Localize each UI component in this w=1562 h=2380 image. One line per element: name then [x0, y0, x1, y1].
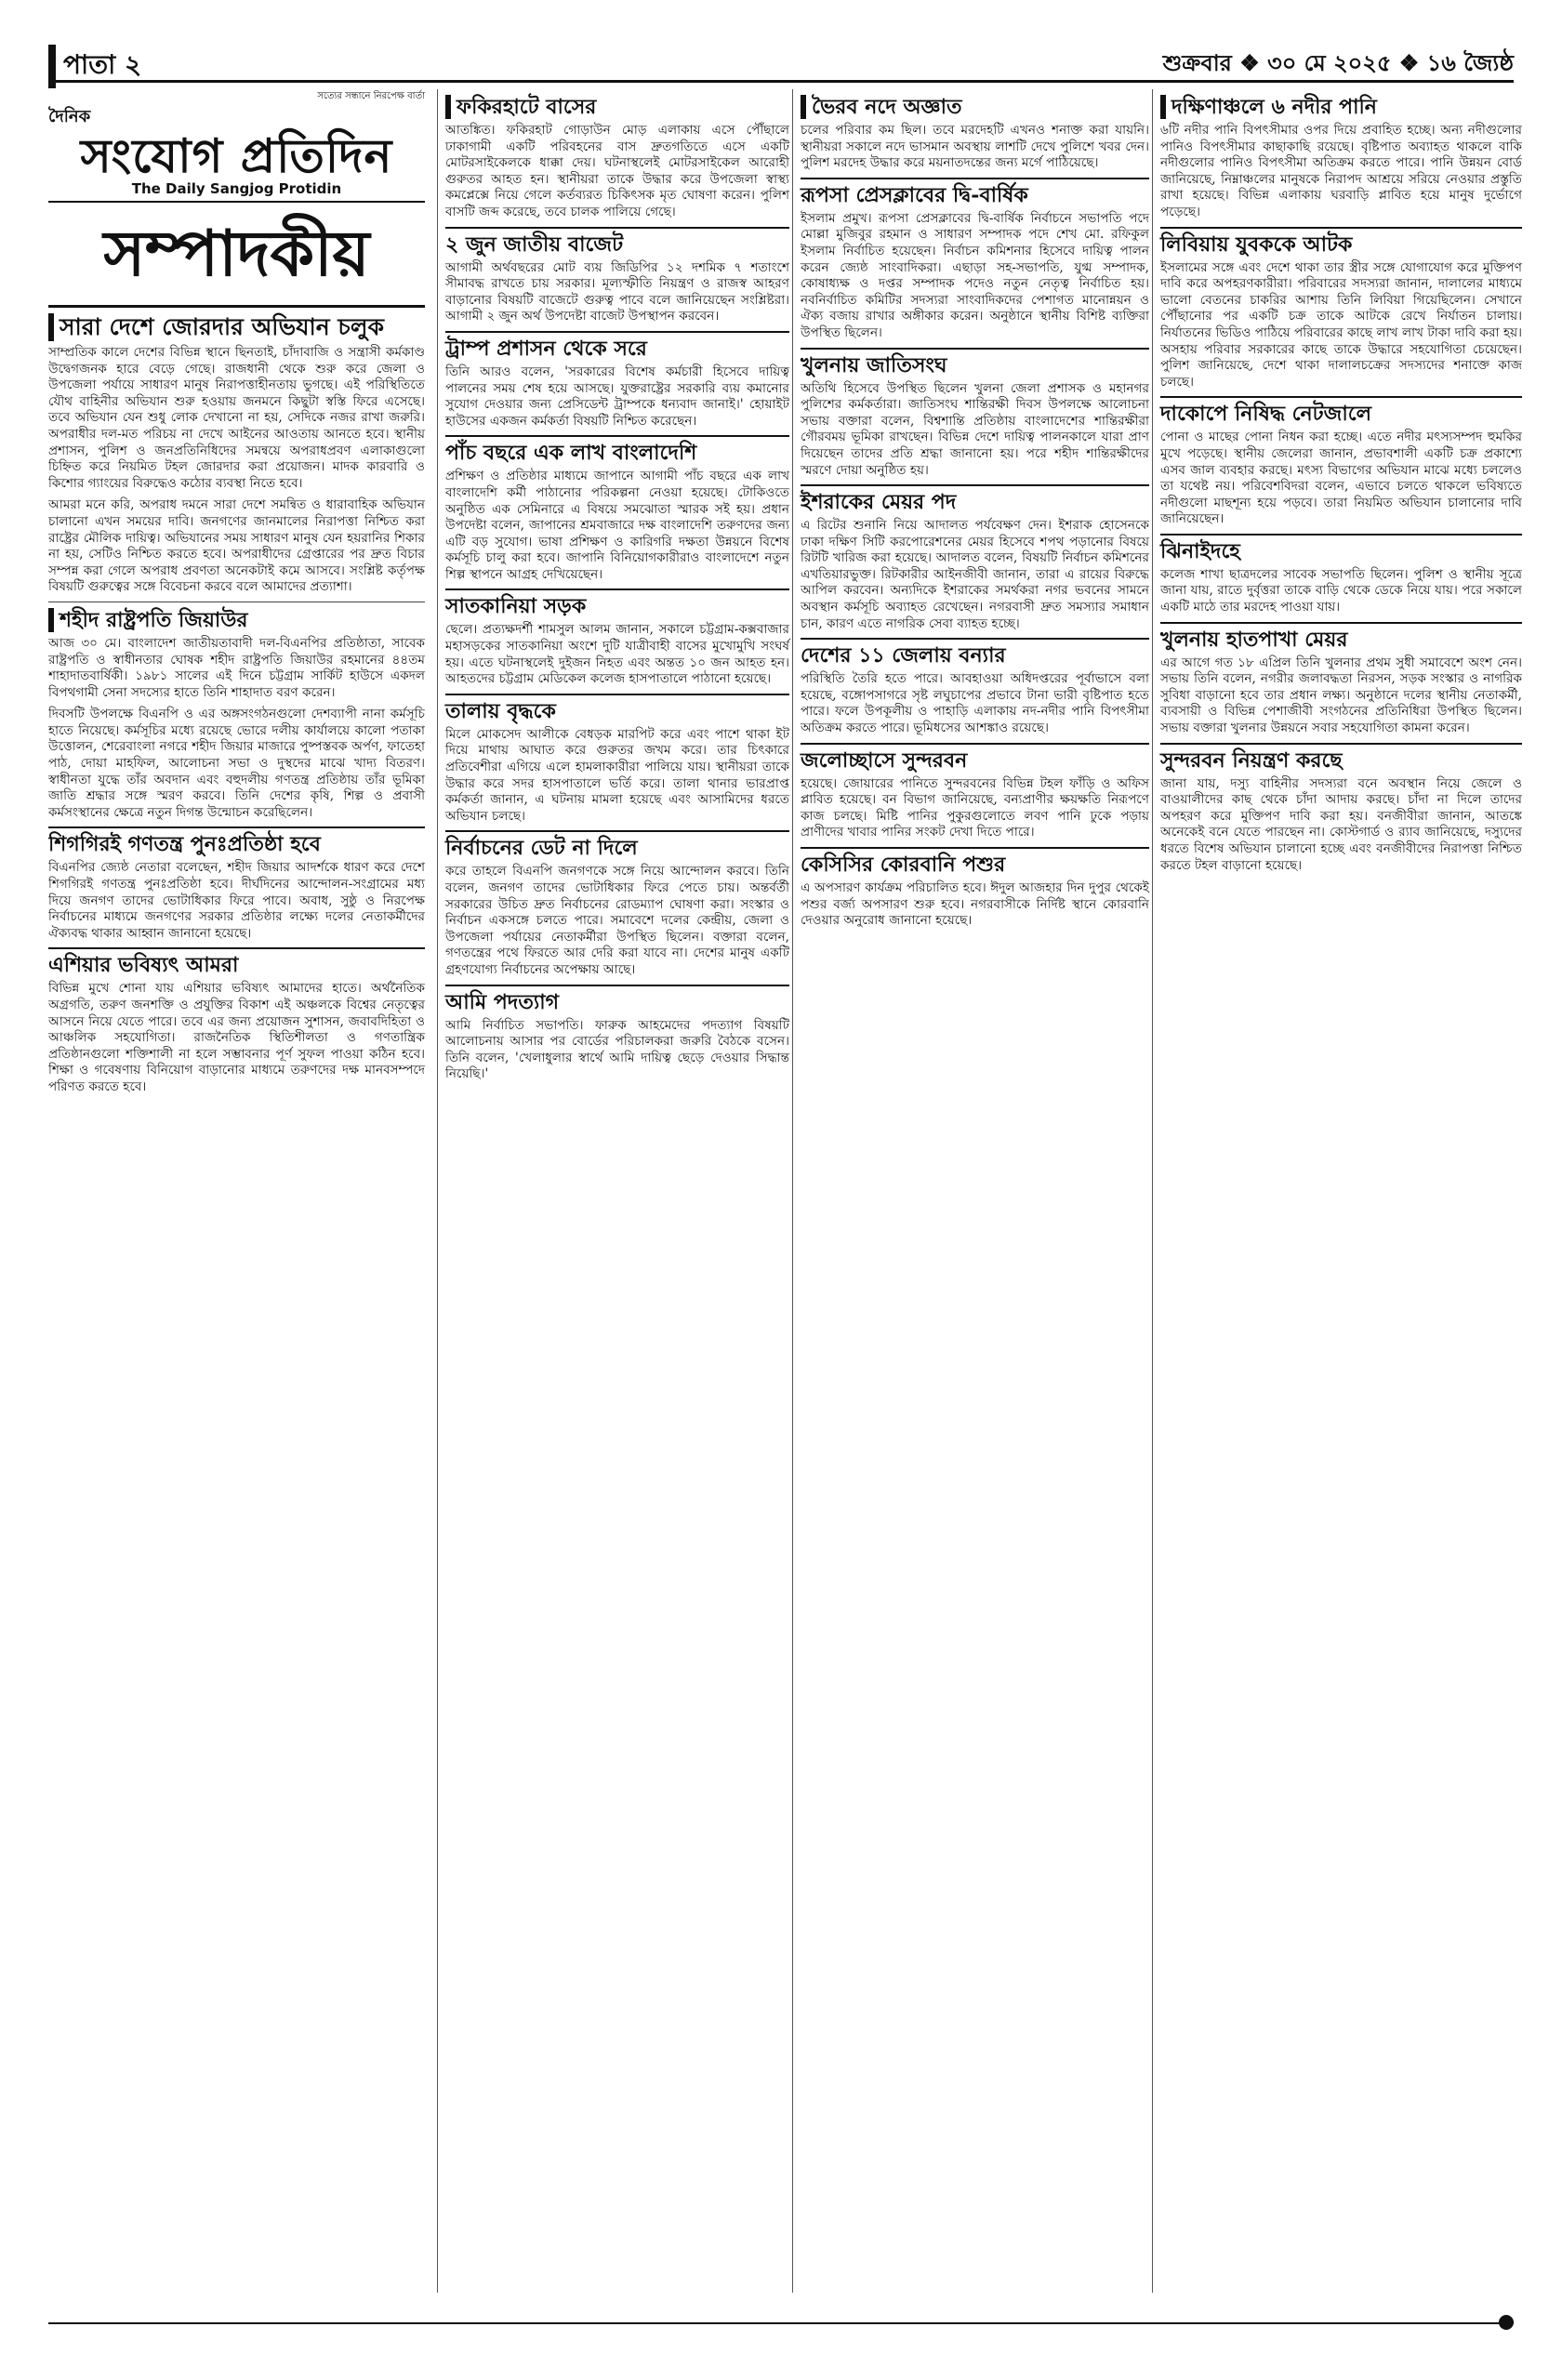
article-headline: রূপসা প্রেসক্লাবের দ্বি-বার্ষিক [801, 178, 1149, 207]
article-paragraph: বিএনপির জ্যেষ্ঠ নেতারা বলেছেন, শহীদ জিয়ার আদর্শকে ধারণ করে দেশে শিগগিরই গণতন্ত্র পুনঃপ্রতিষ্ঠা হবে। দীর্ঘদিনের আন্দোলন-সংগ্রামের মধ্য দিয়ে জনগণ তাদের ভোটাধিকার ফিরে পাবে। অবাধ, সুষ্ঠু ও নিরপেক্ষ নির্বাচনের মাধ্যমে জনগণের সরকার প্রতিষ্ঠার লক্ষ্যে দলের নেতাকর্মীদের ঐক্যবদ্ধ থাকার আহ্বান জানানো হয়েছে। [48, 860, 425, 941]
article-headline: ২ জুন জাতীয় বাজেট [445, 227, 789, 257]
newspaper-page [48, 41, 1522, 2347]
article-headline: নির্বাচনের ডেট না দিলে [445, 830, 789, 860]
article-headline: জলোচ্ছাসে সুন্দরবন [801, 743, 1149, 773]
article-paragraph: অতিথি হিসেবে উপস্থিত ছিলেন খুলনা জেলা প্রশাসক ও মহানগর পুলিশের কর্মকর্তারা। জাতিসংঘ শান্তিরক্ষী দিবস উপলক্ষে আলোচনা সভায় বক্তারা বলেন, বিশ্বশান্তি প্রতিষ্ঠায় বাংলাদেশের শান্তিরক্ষীরা গৌরবময় ভূমিকা রাখছেন। বিভিন্ন দেশে দায়িত্ব পালনকালে যারা প্রাণ দিয়েছেন তাদের প্রতি শ্রদ্ধা জানানো হয়। পরে শহীদ শান্তিরক্ষীদের স্মরণে দোয়া অনুষ্ঠিত হয়। [801, 380, 1149, 478]
page-number: পাতা ২ [48, 45, 141, 88]
article-headline: সাতকানিয়া সড়ক [445, 588, 789, 618]
newspaper-name: সংযোগ প্রতিদিন [80, 128, 393, 183]
editorial-label: সম্পাদকীয় [48, 203, 425, 308]
article-headline: শিগগিরই গণতন্ত্র পুনঃপ্রতিষ্ঠা হবে [48, 826, 425, 856]
article-paragraph: হয়েছে। জোয়ারের পানিতে সুন্দরবনের বিভিন্ন টহল ফাঁড়ি ও অফিস প্লাবিত হয়েছে। বন বিভাগ জানিয়েছে, বন্যপ্রাণীর ক্ষয়ক্ষতি নিরূপণে কাজ চলছে। মিষ্টি পানির পুকুরগুলোতে লবণ পানি ঢুকে পড়ায় প্রাণীদের খাবার পানির সংকট দেখা দিতে পারে। [801, 775, 1149, 840]
newspaper-name-en: The Daily Sangjog Protidin [131, 180, 342, 197]
article-paragraph: বিভিন্ন মুখে শোনা যায় এশিয়ার ভবিষ্যৎ আমাদের হাতে। অর্থনৈতিক অগ্রগতি, তরুণ জনশক্তি ও প্রযুক্তির বিকাশ এই অঞ্চলকে বিশ্বের নেতৃত্বের আসনে নিয়ে যেতে পারে। তবে এর জন্য প্রয়োজন সুশাসন, জবাবদিহিতা ও আঞ্চলিক সহযোগিতা। রাজনৈতিক স্থিতিশীলতা ও গণতান্ত্রিক প্রতিষ্ঠানগুলো শক্তিশালী না হলে সম্ভাবনার পূর্ণ সুফল পাওয়া কঠিন হবে। শিক্ষা ও গবেষণায় বিনিয়োগ বাড়ানোর মাধ্যমে তরুণদের দক্ষ মানবসম্পদে পরিণত করতে হবে। [48, 981, 425, 1094]
article-paragraph: আমি নির্বাচিত সভাপতি। ফারুক আহমেদের পদত্যাগ বিষয়টি আলোচনায় আসার পর বোর্ডের পরিচালকরা জরুরি বৈঠকে বসেন। তিনি বলেন, 'খেলাধুলার স্বার্থে আমি দায়িত্ব ছেড়ে দেওয়ার সিদ্ধান্ত নিয়েছি।' [445, 1017, 789, 1082]
article-headline: লিবিয়ায় যুবককে আটক [1160, 227, 1522, 257]
article-headline: এশিয়ার ভবিষ্যৎ আমরা [48, 947, 425, 977]
page-footer [48, 2315, 1514, 2332]
article-headline: আমি পদত্যাগ [445, 985, 789, 1014]
article-headline: ইশরাকের মেয়র পদ [801, 484, 1149, 514]
article-paragraph: ইসলাম প্রমুখ। রূপসা প্রেসক্লাবের দ্বি-বার্ষিক নির্বাচনে সভাপতি পদে মোল্লা মুজিবুর রহমান ও সাধারণ সম্পাদক পদে শেখ মো. রফিকুল ইসলাম নির্বাচিত হয়েছেন। নির্বাচন কমিশনার হিসেবে দায়িত্ব পালন করেন জ্যেষ্ঠ সাংবাদিকরা। এছাড়া সহ-সভাপতি, যুগ্ম সম্পাদক, কোষাধ্যক্ষ ও দপ্তর সম্পাদক পদেও নতুন নেতৃত্ব নির্বাচিত হয়। নবনির্বাচিত কমিটির সদস্যরা সাংবাদিকদের পেশাগত মানোন্নয়ন ও ঐক্য বজায় রাখার অঙ্গীকার করেন। অনুষ্ঠানে স্থানীয় বিশিষ্ট ব্যক্তিরা উপস্থিত ছিলেন। [801, 210, 1149, 340]
article-headline: খুলনায় হাতপাখা মেয়র [1160, 622, 1522, 652]
article-paragraph: এর আগে গত ১৮ এপ্রিল তিনি খুলনার প্রথম সুধী সমাবেশে অংশ নেন। সভায় তিনি বলেন, নগরীর জলাবদ্ধতা নিরসন, সড়ক সংস্কার ও নাগরিক সুবিধা বাড়ানো হবে তার প্রধান লক্ষ্য। অনুষ্ঠানে দলের স্থানীয় নেতাকর্মী, ব্যবসায়ী ও বিভিন্ন পেশাজীবী সংগঠনের প্রতিনিধিরা উপস্থিত ছিলেন। সভায় বক্তারা খুলনার উন্নয়নে সবার সহযোগিতা কামনা করেন। [1160, 654, 1522, 736]
article-paragraph: এ অপসারণ কার্যক্রম পরিচালিত হবে। ঈদুল আজহার দিন দুপুর থেকেই পশুর বর্জ্য অপসারণ শুরু হবে। নগরবাসীকে নির্দিষ্ট স্থানে কোরবানি দেওয়ার অনুরোধ জানানো হয়েছে। [801, 880, 1149, 929]
article-paragraph: পরিস্থিতি তৈরি হতে পারে। আবহাওয়া অধিদপ্তরের পূর্বাভাসে বলা হয়েছে, বঙ্গোপসাগরে সৃষ্ট লঘুচাপের প্রভাবে টানা ভারী বৃষ্টিপাত হতে পারে। ফলে উপকূলীয় ও পাহাড়ি এলাকায় নদ-নদীর পানি বিপৎসীমা অতিক্রম করতে পারে। ভূমিধসের আশঙ্কাও রয়েছে। [801, 671, 1149, 736]
footer-dot-icon [1499, 2315, 1514, 2330]
article-paragraph: পোনা ও মাছের পোনা নিধন করা হচ্ছে। এতে নদীর মৎস্যসম্পদ হুমকির মুখে পড়েছে। স্থানীয় জেলেরা জানান, প্রভাবশালী একটি চক্র প্রকাশ্যে এসব জাল ব্যবহার করছে। মৎস্য বিভাগের অভিযান মাঝে মধ্যে চললেও তা যথেষ্ট নয়। পরিবেশবিদরা বলেন, এভাবে চলতে থাকলে ভবিষ্যতে নদীগুলো মাছশূন্য হয়ে পড়বে। তারা নিয়মিত অভিযান চালানোর দাবি জানিয়েছেন। [1160, 430, 1522, 527]
columns [48, 89, 1522, 2293]
article-headline: তালায় বৃদ্ধকে [445, 694, 789, 723]
editorial-paragraph: আমরা মনে করি, অপরাধ দমনে সারা দেশে সমন্বিত ও ধারাবাহিক অভিযান চালানো এখন সময়ের দাবি। জনগণের জানমালের নিরাপত্তা নিশ্চিত করা রাষ্ট্রের মৌলিক দায়িত্ব। অভিযানের সময় সাধারণ মানুষ যেন হয়রানির শিকার না হয়, সেটিও নিশ্চিত করতে হবে। অপরাধীদের গ্রেপ্তারের পর দ্রুত বিচার সম্পন্ন করা গেলে অপরাধ প্রবণতা অনেকটাই কমে আসবে। সংশ্লিষ্ট কর্তৃপক্ষ বিষয়টি গুরুত্বের সঙ্গে বিবেচনা করবে বলে আমাদের প্রত্যাশা। [48, 497, 425, 595]
footer-rule [48, 2322, 1514, 2324]
article-headline: ঝিনাইদহে [1160, 534, 1522, 563]
article-paragraph: আতঙ্কিত। ফকিরহাট গোড়াউন মোড় এলাকায় এসে পৌঁছালে ঢাকাগামী একটি পরিবহনের বাস দ্রুতগতিতে এসে একটি মোটরসাইকেলকে ধাক্কা দেয়। ঘটনাস্থলেই মোটরসাইকেল আরোহী গুরুতর আহত হন। স্থানীয়রা তাকে উদ্ধার করে উপজেলা স্বাস্থ্য কমপ্লেক্সে নিয়ে গেলে কর্তব্যরত চিকিৎসক মৃত ঘোষণা করেন। পুলিশ বাসটি জব্দ করেছে, তবে চালক পালিয়ে গেছে। [445, 123, 789, 219]
article-headline: খুলনায় জাতিসংঘ [801, 348, 1149, 377]
article-paragraph: জানা যায়, দস্যু বাহিনীর সদস্যরা বনে অবস্থান নিয়ে জেলে ও বাওয়ালীদের কাছ থেকে চাঁদা আদায় করছে। চাঁদা না দিলে তাদের অপহরণ করে মুক্তিপণ দাবি করা হয়। বনজীবীরা জানান, আতঙ্কে অনেকেই বনে যেতে পারছেন না। কোস্টগার্ড ও র‌্যাব জানিয়েছে, দস্যুদের ধরতে বিশেষ অভিযান চালানো হচ্ছে এবং বনজীবীদের নিরাপত্তা নিশ্চিত করতে টহল বাড়ানো হয়েছে। [1160, 775, 1522, 873]
article-paragraph: দিবসটি উপলক্ষে বিএনপি ও এর অঙ্গসংগঠনগুলো দেশব্যাপী নানা কর্মসূচি হাতে নিয়েছে। কর্মসূচির মধ্যে রয়েছে ভোরে দলীয় কার্যালয়ে কালো পতাকা উত্তোলন, শেরেবাংলা নগরে শহীদ জিয়ার মাজারে পুষ্পস্তবক অর্পণ, ফাতেহা পাঠ, দোয়া মাহফিল, আলোচনা সভা ও দুস্থদের মাঝে খাদ্য বিতরণ। স্বাধীনতা যুদ্ধে তাঁর অবদান এবং বহুদলীয় গণতন্ত্র প্রতিষ্ঠায় তাঁর ভূমিকা জাতি শ্রদ্ধার সঙ্গে স্মরণ করবে। তিনি দেশের কৃষি, শিল্প ও প্রবাসী কর্মসংস্থানের ক্ষেত্রে নতুন দিগন্ত উন্মোচন করেছিলেন। [48, 707, 425, 820]
column-4 [1152, 89, 1522, 2293]
article-headline: দাকোপে নিষিদ্ধ নেটজালে [1160, 396, 1522, 426]
article-headline: ভৈরব নদে অজ্ঞাত [801, 95, 1149, 119]
article-headline: দক্ষিণাঞ্চলে ৬ নদীর পানি [1160, 95, 1522, 119]
masthead-dainik: দৈনিক [48, 107, 91, 126]
dateline: শুক্রবার ❖ ৩০ মে ২০২৫ ❖ ১৬ জ্যৈষ্ঠ [1162, 49, 1514, 76]
article-headline: শহীদ রাষ্ট্রপতি জিয়াউর [48, 608, 425, 632]
editorial-paragraph: সাম্প্রতিক কালে দেশের বিভিন্ন স্থানে ছিনতাই, চাঁদাবাজি ও সন্ত্রাসী কর্মকাণ্ড উদ্বেগজনক হারে বেড়ে গেছে। রাজধানী থেকে শুরু করে জেলা ও উপজেলা পর্যায়ে সাধারণ মানুষ নিরাপত্তাহীনতায় ভুগছে। এই পরিস্থিতিতে যৌথ বাহিনীর অভিযান শুরু হওয়ায় জনমনে কিছুটা স্বস্তি ফিরে এসেছে। তবে অভিযান যেন শুধু লোক দেখানো না হয়, সেদিকে নজর রাখা জরুরি। অপরাধীর দল-মত পরিচয় না দেখে আইনের আওতায় আনতে হবে। স্থানীয় প্রশাসন, পুলিশ ও জনপ্রতিনিধিদের সমন্বয়ে অপরাধপ্রবণ এলাকাগুলো চিহ্নিত করে নিয়মিত টহল জোরদার করা প্রয়োজন। মাদক কারবারি ও কিশোর গ্যাংয়ের বিরুদ্ধেও কঠোর ব্যবস্থা নিতে হবে। [48, 345, 425, 491]
article-paragraph: করে তাহলে বিএনপি জনগণকে সঙ্গে নিয়ে আন্দোলন করবে। তিনি বলেন, জনগণ তাদের ভোটাধিকার ফিরে পেতে চায়। অন্তর্বর্তী সরকারের উচিত দ্রুত নির্বাচনের রোডম্যাপ ঘোষণা করা। সংস্কার ও নির্বাচন একসঙ্গে চলতে পারে। সমাবেশে দলের কেন্দ্রীয়, জেলা ও উপজেলা পর্যায়ের নেতাকর্মীরা উপস্থিত ছিলেন। বক্তারা বলেন, গণতন্ত্রের পথে ফিরতে আর দেরি করা যাবে না। দেশের মানুষ একটি গ্রহণযোগ্য নির্বাচনের অপেক্ষায় আছে। [445, 864, 789, 977]
article-paragraph: ৬টি নদীর পানি বিপৎসীমার ওপর দিয়ে প্রবাহিত হচ্ছে। অন্য নদীগুলোর পানিও বিপৎসীমার কাছাকাছি রয়েছে। বৃষ্টিপাত অব্যাহত থাকলে বাকি নদীগুলোর পানিও বিপৎসীমা অতিক্রম করতে পারে। পানি উন্নয়ন বোর্ড জানিয়েছে, নিম্নাঞ্চলের মানুষকে নিরাপদ আশ্রয়ে সরিয়ে নেওয়ার প্রস্তুতি রাখা হয়েছে। বিভিন্ন এলাকায় ঘরবাড়ি প্লাবিত হয়ে মানুষ দুর্ভোগে পড়েছে। [1160, 123, 1522, 219]
article-headline: ফকিরহাটে বাসের [445, 95, 789, 119]
article-paragraph: তিনি আরও বলেন, 'সরকারের বিশেষ কর্মচারী হিসেবে দায়িত্ব পালনের সময় শেষ হয়ে আসছে। যুক্তরাষ্ট্রের সরকারি ব্যয় কমানোর সুযোগ দেওয়ার জন্য প্রেসিডেন্ট ট্রাম্পকে ধন্যবাদ জানাই।' হোয়াইট হাউসের একজন কর্মকর্তা বিষয়টি নিশ্চিত করেছেন। [445, 364, 789, 429]
top-bar [48, 41, 1514, 83]
column-2 [437, 89, 797, 2293]
article-paragraph: ইসলামের সঙ্গে এবং দেশে থাকা তার স্ত্রীর সঙ্গে যোগাযোগ করে মুক্তিপণ দাবি করে অপহরণকারীরা। পরিবারের সদস্যরা জানান, দালালের মাধ্যমে ভালো বেতনের চাকরির আশায় তিনি লিবিয়া গিয়েছিলেন। সেখানে পৌঁছানোর পর একটি চক্র তাকে আটকে রেখে নির্যাতন চালায়। নির্যাতনের ভিডিও পাঠিয়ে পরিবারের কাছে লাখ লাখ টাকা দাবি করা হয়। অসহায় পরিবার সরকারের কাছে তাকে উদ্ধারে সহযোগিতা চেয়েছেন। পুলিশ জানিয়েছে, দেশে থাকা দালালচক্রের সদস্যদের শনাক্তে কাজ চলছে। [1160, 259, 1522, 390]
article-headline: দেশের ১১ জেলায় বন্যার [801, 638, 1149, 668]
article-paragraph: আজ ৩০ মে। বাংলাদেশ জাতীয়তাবাদী দল-বিএনপির প্রতিষ্ঠাতা, সাবেক রাষ্ট্রপতি ও স্বাধীনতার ঘোষক শহীদ রাষ্ট্রপতি জিয়াউর রহমানের ৪৪তম শাহাদাতবার্ষিকী। ১৯৮১ সালের এই দিনে চট্টগ্রাম সার্কিট হাউসে একদল বিপথগামী সেনা সদস্যের হাতে তিনি শাহাদাত বরণ করেন। [48, 635, 425, 700]
article-paragraph: আগামী অর্থবছরের মোট ব্যয় জিডিপির ১২ দশমিক ৭ শতাংশে সীমাবদ্ধ রাখতে চায় সরকার। মূল্যস্ফীতি নিয়ন্ত্রণ ও রাজস্ব আহরণ বাড়ানোর বিষয়টি বাজেটে গুরুত্ব পাবে বলে জানিয়েছেন সংশ্লিষ্টরা। আগামী ২ জুন অর্থ উপদেষ্টা বাজেট উপস্থাপন করবেন। [445, 259, 789, 324]
article-paragraph: মিলে মোকসেদ আলীকে বেধড়ক মারপিট করে এবং পাশে থাকা ইট দিয়ে মাথায় আঘাত করে গুরুতর জখম করে। তার চিৎকারে প্রতিবেশীরা এগিয়ে এলে হামলাকারীরা পালিয়ে যায়। স্থানীয়রা তাকে উদ্ধার করে সদর হাসপাতালে ভর্তি করে। তালা থানার ভারপ্রাপ্ত কর্মকর্তা জানান, এ ঘটনায় মামলা হয়েছে এবং আসামিদের ধরতে অভিযান চলছে। [445, 726, 789, 824]
article-paragraph: কলেজ শাখা ছাত্রদলের সাবেক সভাপতি ছিলেন। পুলিশ ও স্থানীয় সূত্রে জানা যায়, রাতে দুর্বৃত্তরা তাকে বাড়ি থেকে ডেকে নিয়ে যায়। পরে সকালে একটি মাঠে তার মরদেহ পাওয়া যায়। [1160, 566, 1522, 615]
article-paragraph: প্রশিক্ষণ ও প্রতিষ্ঠার মাধ্যমে জাপানে আগামী পাঁচ বছরে এক লাখ বাংলাদেশি কর্মী পাঠানোর পরিকল্পনা নেওয়া হয়েছে। টোকিওতে অনুষ্ঠিত এক সেমিনারে এ বিষয়ে সমঝোতা স্মারক সই হয়। প্রধান উপদেষ্টা বলেন, জাপানের শ্রমবাজারে দক্ষ বাংলাদেশি তরুণদের জন্য এটি বড় সুযোগ। ভাষা প্রশিক্ষণ ও কারিগরি দক্ষতা উন্নয়নে বিশেষ কর্মসূচি চালু করা হবে। জাপানি বিনিয়োগকারীরাও বাংলাদেশে নতুন শিল্প স্থাপনে আগ্রহ দেখিয়েছেন। [445, 469, 789, 582]
article-paragraph: এ রিটের শুনানি নিয়ে আদালত পর্যবেক্ষণ দেন। ইশরাক হোসেনকে ঢাকা দক্ষিণ সিটি করপোরেশনের মেয়র হিসেবে শপথ পড়ানোর বিষয়ে রিটটি খারিজ করা হয়েছে। আদালত বলেন, বিষয়টি নির্বাচন কমিশনের এখতিয়ারভুক্ত। রিটকারীর আইনজীবী জানান, তারা এ রায়ের বিরুদ্ধে আপিল করবেন। অন্যদিকে ইশরাকের সমর্থকরা নগর ভবনের সামনে অবস্থান কর্মসূচি অব্যাহত রেখেছেন। নগরবাসী দ্রুত সমস্যার সমাধান চান, কারণ এতে নাগরিক সেবা ব্যাহত হচ্ছে। [801, 518, 1149, 631]
article-headline: কেসিসির কোরবানি পশুর [801, 847, 1149, 877]
article-paragraph: চলের পরিবার কম ছিল। তবে মরদেহটি এখনও শনাক্ত করা যায়নি। স্থানীয়রা সকালে নদে ভাসমান অবস্থায় লাশটি দেখে পুলিশে খবর দেন। পুলিশ মরদেহ উদ্ধার করে ময়নাতদন্তের জন্য মর্গে পাঠিয়েছে। [801, 123, 1149, 171]
masthead-tagline: সত্যের সন্ধানে নিরপেক্ষ বার্তা [317, 91, 425, 101]
article-headline: ট্রাম্প প্রশাসন থেকে সরে [445, 331, 789, 361]
masthead [48, 89, 425, 203]
article-headline: সুন্দরবন নিয়ন্ত্রণ করছে [1160, 743, 1522, 773]
editorial-headline: সারা দেশে জোরদার অভিযান চলুক [48, 313, 425, 341]
column-1 [48, 89, 432, 2293]
article-paragraph: ছেলে। প্রত্যক্ষদর্শী শামসুল আলম জানান, সকালে চট্টগ্রাম-কক্সবাজার মহাসড়কের সাতকানিয়া অংশে দুটি যাত্রীবাহী বাসের মুখোমুখি সংঘর্ষ হয়। এতে ঘটনাস্থলেই দুইজন নিহত এবং অন্তত ১০ জন আহত হন। আহতদের চট্টগ্রাম মেডিকেল কলেজ হাসপাতালে পাঠানো হয়েছে। [445, 622, 789, 687]
article-headline: পাঁচ বছরে এক লাখ বাংলাদেশি [445, 435, 789, 465]
column-3 [792, 89, 1157, 2293]
